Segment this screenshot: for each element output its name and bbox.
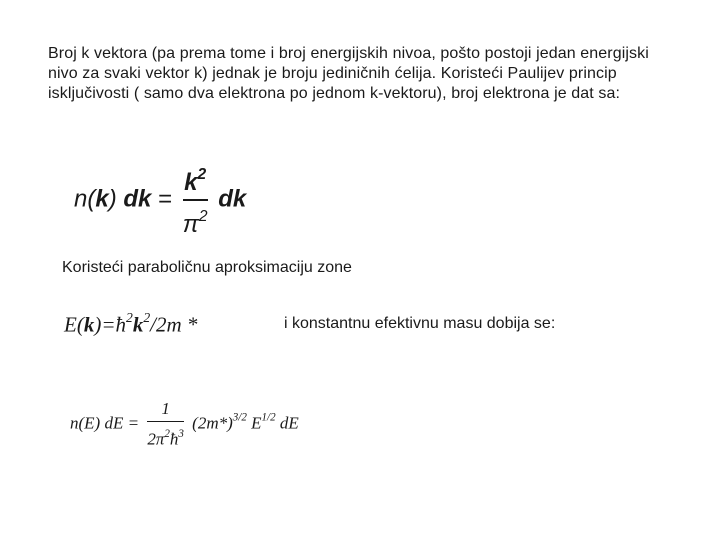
eq3-energy-exp: 1/2 bbox=[261, 411, 276, 424]
eq3-mass-term: (2m*) bbox=[192, 413, 233, 433]
eq3-energy: E bbox=[251, 413, 262, 433]
eq1-fraction-bar bbox=[183, 199, 208, 201]
eq3-numerator: 1 bbox=[161, 399, 170, 418]
effective-mass-text: i konstantnu efektivnu masu dobija se: bbox=[284, 315, 556, 332]
eq3-denominator: $2\pi^2ħ^3$ bbox=[147, 428, 184, 449]
eq3-mass-exp: 3/2 bbox=[232, 411, 247, 424]
eq3-fraction bbox=[147, 398, 184, 451]
eq2-equals: )= bbox=[94, 312, 116, 337]
eq1-equals: = bbox=[158, 185, 173, 213]
eq1-numerator: $k^2$ bbox=[184, 166, 207, 196]
intro-paragraph: Broj k vektora (pa prema tome i broj energijskih nivoa, pošto postoji jedan energijski nivo za svaki vektor k) jednak je broju jediničnih ćelija. Koristeći Paulijev princip isključivosti ( samo dva elektrona po jednom k-vektoru), broj elektrona je dat sa: bbox=[48, 45, 649, 102]
eq2-hbar: ħ bbox=[115, 312, 126, 337]
eq2-mass-term: /2m * bbox=[150, 312, 198, 337]
equation-density-k bbox=[74, 160, 247, 238]
eq3-de: dE bbox=[279, 413, 299, 433]
eq3-lhs: n(E) dE = bbox=[70, 413, 140, 433]
eq2-k-exp: 2 bbox=[143, 310, 151, 325]
eq1-denominator: $\pi^2$ bbox=[182, 207, 208, 238]
eq1-k-vector: k bbox=[95, 185, 109, 213]
equation-dispersion bbox=[64, 310, 197, 338]
eq2-k-vector: k bbox=[83, 312, 95, 337]
eq1-dk-right: dk bbox=[218, 185, 247, 213]
eq2-hbar-exp: 2 bbox=[126, 310, 133, 325]
eq1-n: n( bbox=[74, 185, 96, 213]
parabolic-approx-text: Koristeći paraboličnu aproksimaciju zone bbox=[62, 259, 352, 276]
eq1-fraction bbox=[183, 160, 208, 240]
equation-density-energy bbox=[70, 398, 299, 451]
eq2-e: E( bbox=[64, 312, 84, 337]
eq2-k: k bbox=[132, 312, 144, 337]
eq1-dk: dk bbox=[123, 185, 152, 213]
eq1-close: ) bbox=[108, 185, 117, 213]
eq3-fraction-bar bbox=[147, 421, 184, 422]
